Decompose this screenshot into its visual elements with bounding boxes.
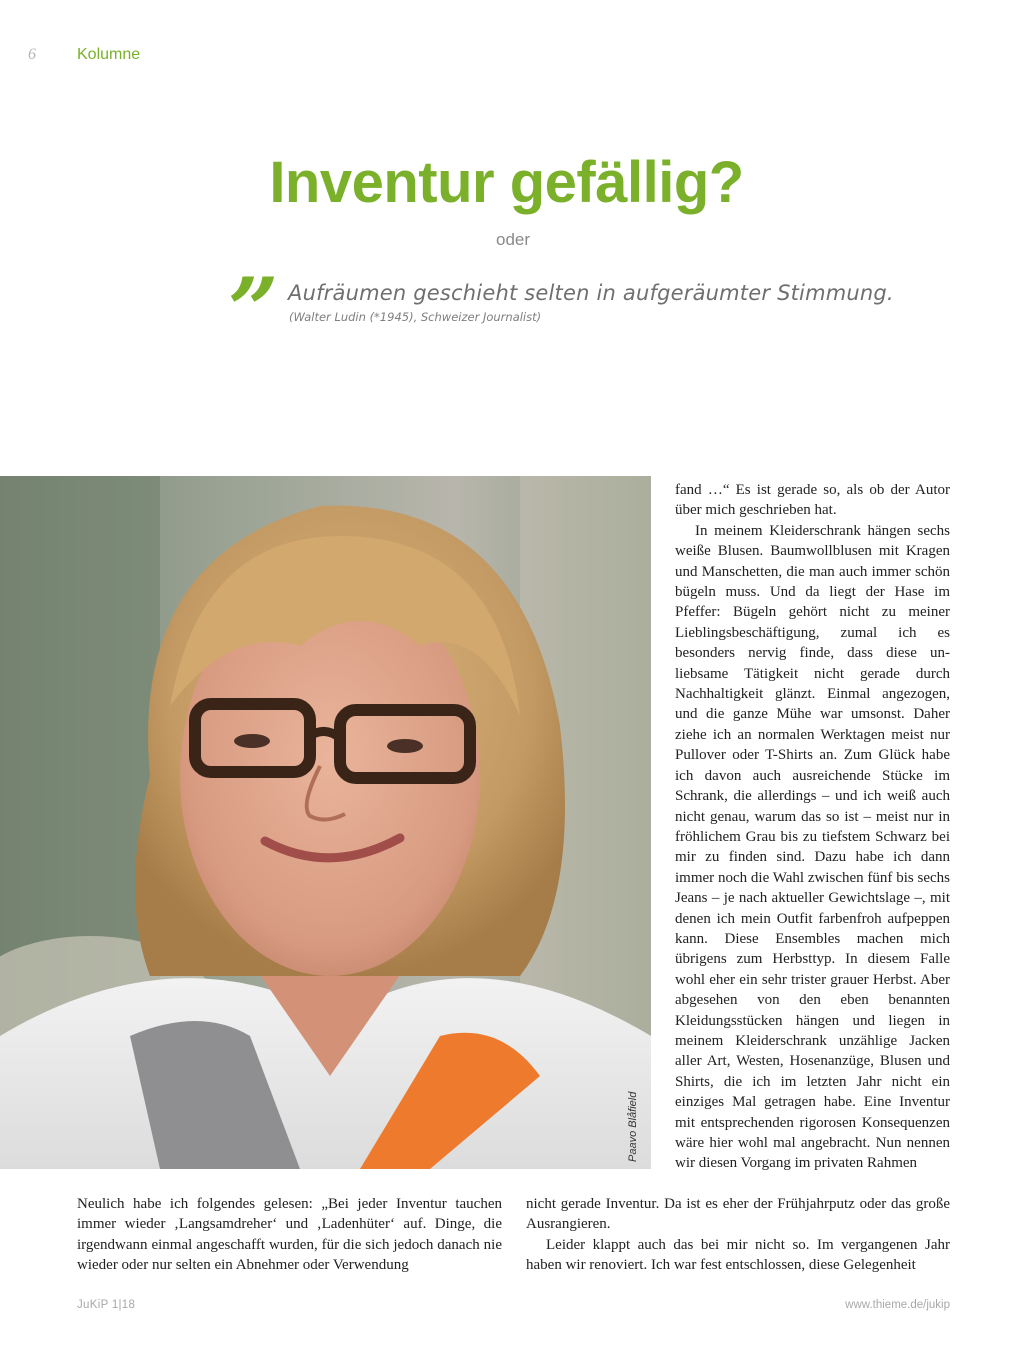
article-column-bottom-right — [526, 1194, 950, 1276]
paragraph: In meinem Kleiderschrank hängen sechs weiße Blusen. Baumwollblusen mit Kragen und Manschetten, die man auch immer schön bügeln muss. Und da liegt der Hase im Pfeffer: Bügeln gehört nicht zu meiner Lieblingsbeschäftigung, zumal ich es besonders nervig finde, dass diese unliebsame Tätigkeit nicht gerade durch Nachhaltigkeit glänzt. Einmal angezogen, und die ganze Mühe war umsonst. Daher ziehe ich an normalen Werktagen meist nur Pullover oder T-Shirts an. Zum Glück habe ich davon auch ausreichende Stücke im Schrank, die allerdings – und ich weiß auch nicht genau, warum das so ist – meist nur in fröhlichem Grau bis zu tiefstem Schwarz bei mir zu finden sind. Dazu habe ich dann immer noch die Wahl zwischen fünf bis sechs Jeans – je nach aktueller Gewichtslage –, mit denen ich mein Outfit farbenfroh aufpeppen kann. Diese Ensembles machen mich übrigens zum Herbsttyp. In diesem Falle wohl eher ein sehr trister grauer Herbst. Aber abgesehen von den eben benannten Kleidungsstücken hängen und liegen in meinem Kleiderschrank unzählige Jacken aller Art, Westen, Hosenanzüge, Blusen und Shirts, die ich im letzten Jahr nicht ein einziges Mal getragen habe. Eine Inventur mit entsprechenden rigorosen Konsequenzen wäre hier wohl mal angebracht. Nun nennen wir diesen Vorgang im privaten Rahmen — [675, 522, 950, 1172]
article-column-bottom-left — [77, 1194, 502, 1276]
portrait-photo — [0, 476, 651, 1169]
article-column-right — [675, 480, 950, 1174]
footer-issue: JuKiP 1|18 — [77, 1299, 136, 1311]
section-label: Kolumne — [77, 46, 141, 63]
footer-website: www.thieme.de/jukip — [845, 1299, 950, 1311]
page-number: 6 — [28, 46, 36, 63]
article-subtitle: oder — [495, 230, 531, 249]
photo-credit: Paavo Blåfield — [627, 1091, 639, 1162]
paragraph: nicht gerade Inventur. Da ist es eher der Frühjahrputz oder das große Ausrangieren. — [526, 1196, 950, 1233]
paragraph: fand …“ Es ist gerade so, als ob der Autor über mich geschrieben hat. — [675, 482, 950, 519]
paragraph: Leider klappt auch das bei mir nicht so. Im vergangenen Jahr haben wir renoviert. Ich war fest entschlossen, diese Gelegenheit — [526, 1236, 950, 1274]
paragraph: Neulich habe ich folgendes gelesen: „Bei jeder Inventur tauchen immer wieder ‚Langsamdreher‘ und ‚Ladenhüter‘ auf. Dinge, die irgendwann einmal angeschafft wurden, für die sich jedoch danach nie wieder oder nur selten ein Abnehmer oder Verwendung — [77, 1196, 502, 1274]
quote-mark-icon: ” — [228, 258, 279, 362]
article-title: Inventur gefällig? — [269, 150, 744, 215]
quote-source: (Walter Ludin (*1945), Schweizer Journalist) — [289, 310, 542, 324]
quote-text: Aufräumen geschieht selten in aufgeräumter Stimmung. — [288, 281, 894, 305]
